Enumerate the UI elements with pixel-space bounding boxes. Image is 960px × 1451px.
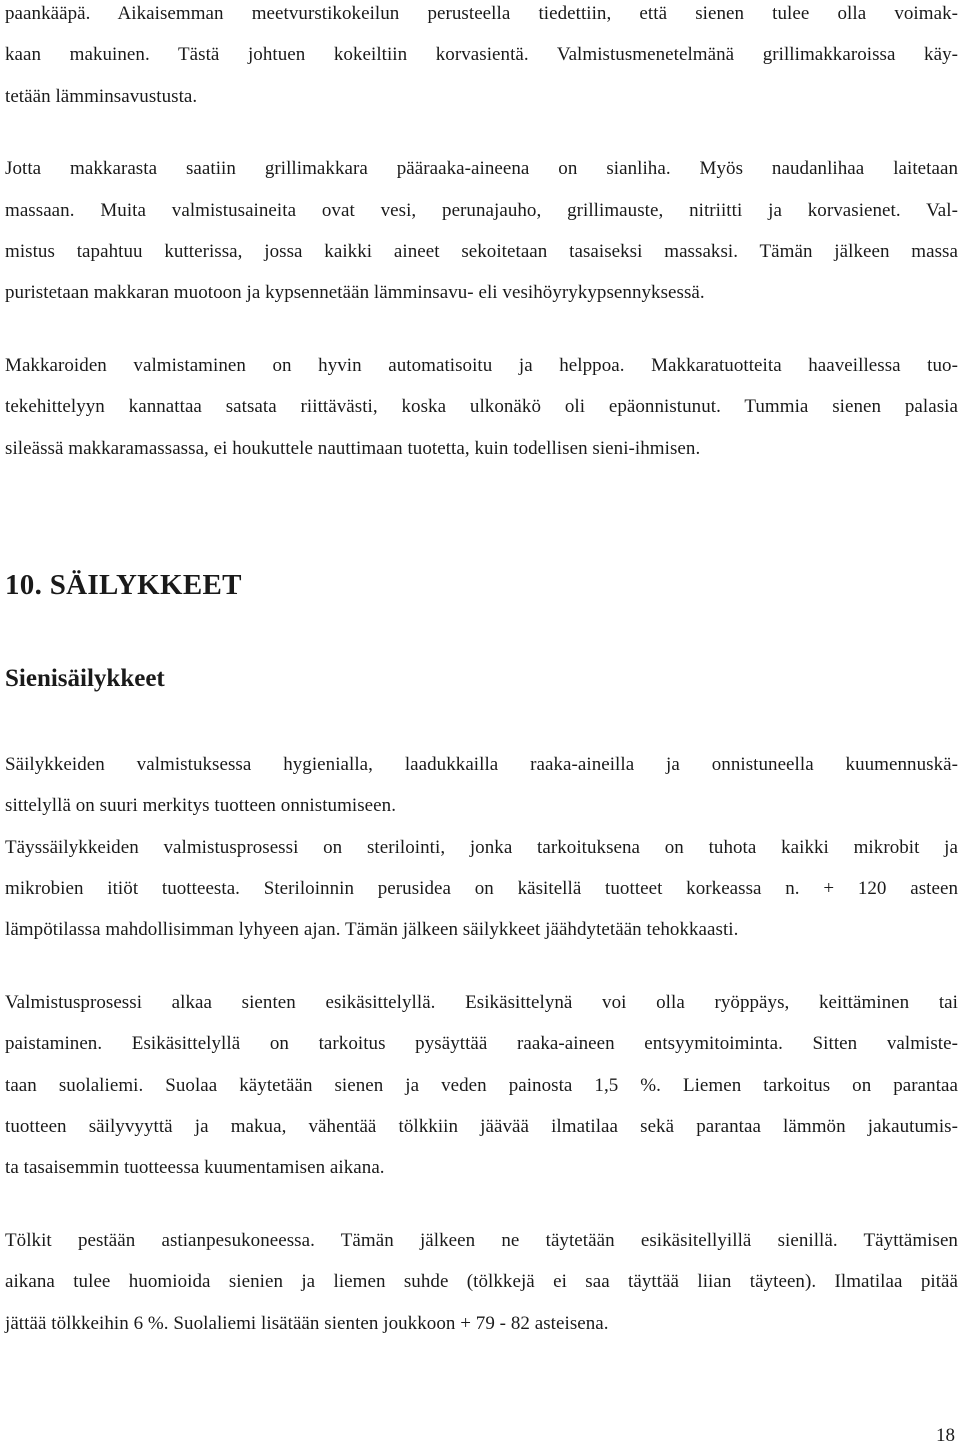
document-page <box>5 0 958 1344</box>
text-line: massaan. Muita valmistusaineita ovat vesi, perunajauho, grillimauste, nitriitti ja korvasienet. Val- <box>5 199 958 221</box>
paragraph <box>5 1220 958 1344</box>
paragraph <box>5 148 958 314</box>
text-line: Valmistusprosessi alkaa sienten esikäsittelyllä. Esikäsittelynä voi olla ryöppäys, keittäminen tai <box>5 991 958 1013</box>
text-line: tekehittelyyn kannattaa satsata riittävästi, koska ulkonäkö oli epäonnistunut. Tummia sienen palasia <box>5 396 958 418</box>
section-heading: Sienisäilykkeet <box>5 664 165 692</box>
paragraph <box>5 345 958 469</box>
text-line: ta tasaisemmin tuotteessa kuumentamisen aikana. <box>5 1157 385 1179</box>
text-line: Jotta makkarasta saatiin grillimakkara pääraaka-aineena on sianliha. Myös naudanlihaa laitetaan <box>5 158 958 180</box>
text-line: kaan makuinen. Tästä johtuen kokeiltiin korvasientä. Valmistusmenetelmänä grillimakkaroissa käy- <box>5 44 958 66</box>
chapter-heading: 10. SÄILYKKEET <box>5 568 242 601</box>
paragraph <box>5 744 958 827</box>
paragraph <box>5 0 958 117</box>
text-line: tetään lämminsavustusta. <box>5 85 198 107</box>
text-line: taan suolaliemi. Suolaa käytetään sienen ja veden painosta 1,5 %. Liemen tarkoitus on parantaa <box>5 1074 958 1096</box>
text-line: mikrobien itiöt tuotteesta. Steriloinnin perusidea on käsitellä tuotteet korkeassa n. + 120 asteen <box>5 878 958 900</box>
text-line: puristetaan makkaran muotoon ja kypsennetään lämminsavu- eli vesihöyrykypsennyksessä. <box>5 282 705 304</box>
text-line: sileässä makkaramassassa, ei houkuttele nauttimaan tuotetta, kuin todellisen sieni-ihmisen. <box>5 437 701 459</box>
text-line: paankääpä. Aikaisemman meetvurstikokeilun perusteella tiedettiin, että sienen tulee olla voimak- <box>5 3 958 24</box>
text-line: lämpötilassa mahdollisimman lyhyeen ajan. Tämän jälkeen säilykkeet jäähdytetään tehokkaasti. <box>5 919 739 941</box>
text-line: Täyssäilykkeiden valmistusprosessi on sterilointi, jonka tarkoituksena on tuhota kaikki mikrobit ja <box>5 836 958 858</box>
text-line: paistaminen. Esikäsittelyllä on tarkoitus pysäyttää raaka-aineen entsyymitoiminta. Sitten valmiste- <box>5 1033 958 1055</box>
text-line: Säilykkeiden valmistuksessa hygienialla, laadukkailla raaka-aineilla ja onnistuneella kuumennuskä- <box>5 753 958 775</box>
text-line: jättää tölkkeihin 6 %. Suolaliemi lisätään sienten joukkoon + 79 - 82 asteisena. <box>5 1312 609 1334</box>
text-line: mistus tapahtuu kutterissa, jossa kaikki aineet sekoitetaan tasaiseksi massaksi. Tämän jälkeen massa <box>5 240 958 262</box>
page-number: 18 <box>936 1425 955 1446</box>
paragraph <box>5 827 958 951</box>
text-line: Tölkit pestään astianpesukoneessa. Tämän jälkeen ne täytetään esikäsitellyillä sienillä. Täyttämisen <box>5 1229 958 1251</box>
text-line: tuotteen säilyvyyttä ja makua, vähentää tölkkiin jäävää ilmatilaa sekä parantaa lämmön jakautumis- <box>5 1116 958 1138</box>
text-line: Makkaroiden valmistaminen on hyvin automatisoitu ja helppoa. Makkaratuotteita haaveillessa tuo- <box>5 354 958 376</box>
paragraph <box>5 982 958 1189</box>
text-line: aikana tulee huomioida sienien ja liemen suhde (tölkkejä ei saa täyttää liian täyteen). Ilmatilaa pitää <box>5 1271 958 1293</box>
text-line: sittelyllä on suuri merkitys tuotteen onnistumiseen. <box>5 795 396 817</box>
